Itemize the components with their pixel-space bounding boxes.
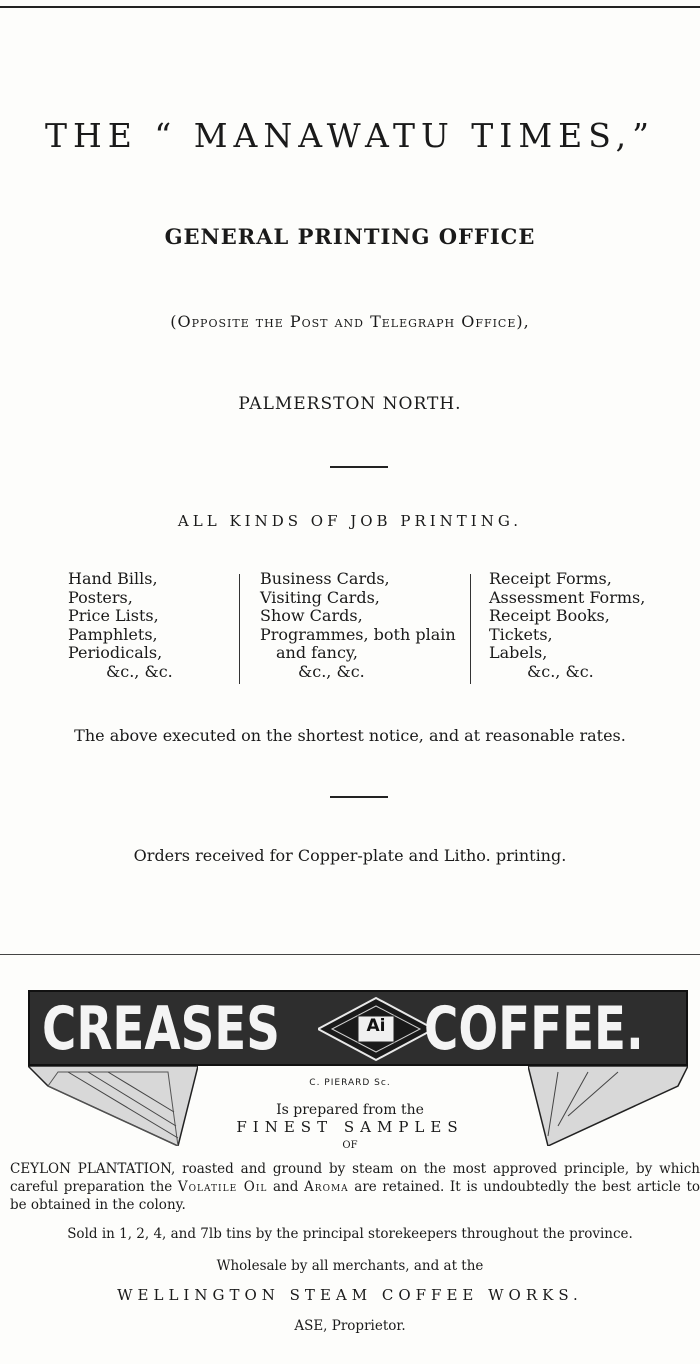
- printing-column-2: [260, 570, 456, 681]
- volatile-oil: Volatile Oil: [177, 1179, 268, 1195]
- coffee-banner: [28, 990, 688, 1066]
- of-line: OF: [342, 1140, 358, 1151]
- list-item: &c., &c.: [527, 661, 594, 681]
- list-item: Show Cards,: [260, 606, 363, 625]
- divider-short-1: [330, 466, 388, 468]
- list-item: Receipt Books,: [489, 606, 610, 625]
- finest-samples-line: FINEST SAMPLES: [236, 1118, 464, 1136]
- list-item: Programmes, both plain: [260, 624, 456, 644]
- list-item: Posters,: [68, 587, 133, 607]
- ceylon-and: and: [267, 1179, 305, 1195]
- town-name: PALMERSTON NORTH.: [238, 394, 462, 414]
- ceylon-text-2: are retained. It is undoubtedly the best article to be obtained in the colony.: [10, 1179, 700, 1213]
- aroma: Aroma: [304, 1179, 349, 1195]
- list-item: Hand Bills,: [68, 569, 158, 588]
- list-item: Price Lists,: [68, 606, 159, 625]
- ceylon-lead: CEYLON PLANTATION,: [10, 1161, 176, 1177]
- coffee-description: [10, 1160, 700, 1214]
- divider-short-2: [330, 796, 388, 798]
- ceylon-text-1: roasted and ground by steam on the most approved principle, by which careful preparation the: [10, 1161, 700, 1195]
- list-item: &c., &c.: [106, 661, 173, 681]
- banner-word-left: CREASES: [42, 994, 280, 1064]
- printing-column-3: [489, 570, 645, 681]
- banner-emblem-text: Ai: [366, 1016, 386, 1036]
- job-printing-columns: [0, 570, 700, 690]
- wholesale-line: Wholesale by all merchants, and at the: [216, 1258, 484, 1274]
- column-divider: [239, 574, 240, 684]
- engraver-credit: C. PIERARD Sc.: [309, 1078, 391, 1088]
- section-rule: [0, 954, 700, 955]
- list-item: and fancy,: [276, 643, 358, 662]
- job-printing-heading: ALL KINDS OF JOB PRINTING.: [177, 512, 523, 530]
- column-divider: [470, 574, 471, 684]
- proprietor-line: ASE, Proprietor.: [294, 1318, 406, 1334]
- list-item: &c., &c.: [298, 661, 365, 681]
- diamond-emblem: [318, 996, 434, 1062]
- orders-note: Orders received for Copper-plate and Litho. printing.: [133, 846, 567, 865]
- list-item: Assessment Forms,: [489, 587, 646, 607]
- list-item: Tickets,: [489, 624, 553, 644]
- list-item: Labels,: [489, 643, 548, 662]
- masthead-subtitle: GENERAL PRINTING OFFICE: [164, 224, 536, 249]
- sold-line: Sold in 1, 2, 4, and 7lb tins by the principal storekeepers throughout the province.: [67, 1226, 633, 1242]
- works-line: WELLINGTON STEAM COFFEE WORKS.: [117, 1286, 583, 1304]
- location-note: (Opposite the Post and Telegraph Office),: [170, 312, 530, 331]
- printing-column-1: [68, 570, 173, 681]
- prepared-line: Is prepared from the: [276, 1102, 424, 1118]
- list-item: Pamphlets,: [68, 624, 158, 644]
- list-item: Receipt Forms,: [489, 569, 612, 588]
- top-rule: [0, 6, 700, 8]
- list-item: Business Cards,: [260, 569, 390, 588]
- list-item: Visiting Cards,: [260, 587, 380, 607]
- masthead-title: THE “ MANAWATU TIMES,”: [44, 116, 656, 155]
- list-item: Periodicals,: [68, 643, 163, 662]
- banner-word-right: COFFEE.: [424, 994, 644, 1064]
- executed-note: The above executed on the shortest notice, and at reasonable rates.: [74, 726, 626, 745]
